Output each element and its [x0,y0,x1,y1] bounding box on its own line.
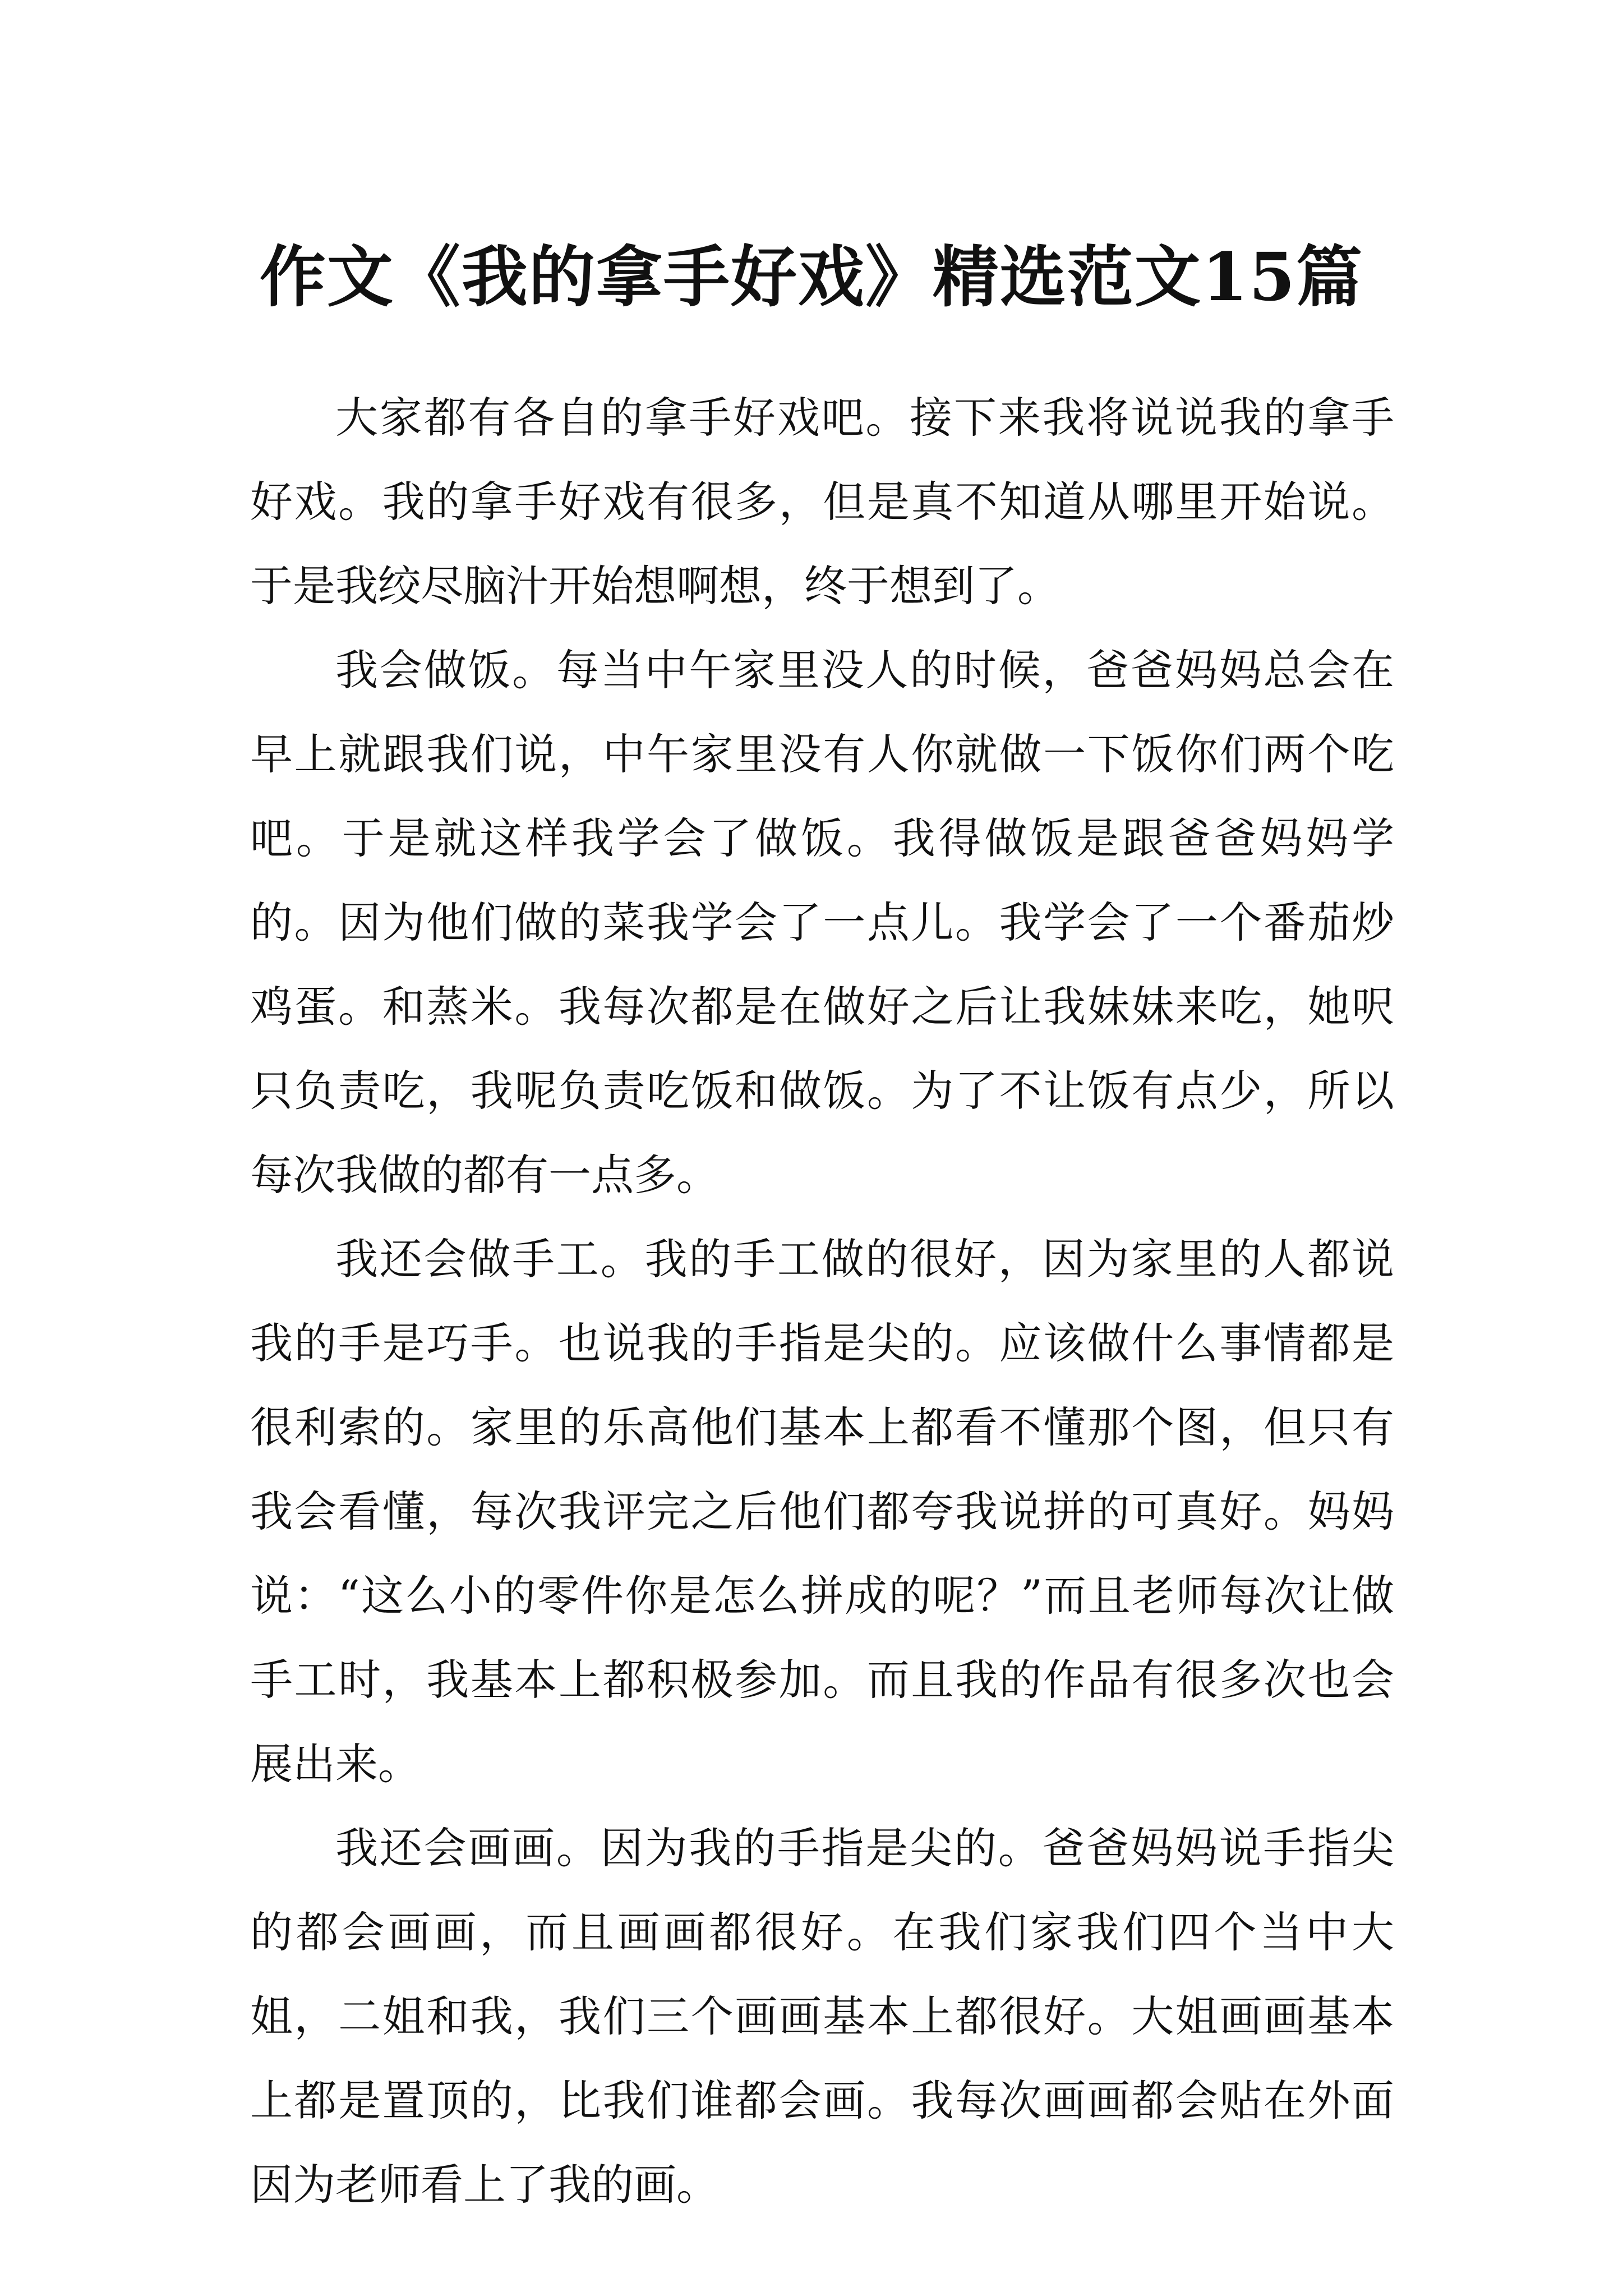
paragraph-1: 大家都有各自的拿手好戏吧。接下来我将说说我的拿手好戏。我的拿手好戏有很多，但是真不知道从哪里开始说。于是我绞尽脑汁开始想啊想，终于想到了。 [250,393,1394,611]
paragraph-4: 我还会画画。因为我的手指是尖的。爸爸妈妈说手指尖的都会画画，而且画画都很好。在我们家我们四个当中大姐，二姐和我，我们三个画画基本上都很好。大姐画画基本上都是置顶的，比我们谁都会画。我每次画画都会贴在外面因为老师看上了我的画。 [250,1823,1394,2210]
paragraph-3: 我还会做手工。我的手工做的很好，因为家里的人都说我的手是巧手。也说我的手指是尖的。应该做什么事情都是很利索的。家里的乐高他们基本上都看不懂那个图，但只有我会看懂，每次我评完之后他们都夸我说拼的可真好。妈妈说：“这么小的零件你是怎么拼成的呢？”而且老师每次让做手工时，我基本上都积极参加。而且我的作品有很多次也会展出来。 [250,1234,1394,1789]
document-body [250,376,1394,2227]
paragraph-2: 我会做饭。每当中午家里没人的时候，爸爸妈妈总会在早上就跟我们说，中午家里没有人你就做一下饭你们两个吃吧。于是就这样我学会了做饭。我得做饭是跟爸爸妈妈学的。因为他们做的菜我学会了一点儿。我学会了一个番茄炒鸡蛋。和蒸米。我每次都是在做好之后让我妹妹来吃，她呎只负责吃，我呢负责吃饭和做饭。为了不让饭有点少，所以每次我做的都有一点多。 [250,645,1394,1200]
document-title: 作文《我的拿手好戏》精选范文15篇 [259,238,1364,316]
